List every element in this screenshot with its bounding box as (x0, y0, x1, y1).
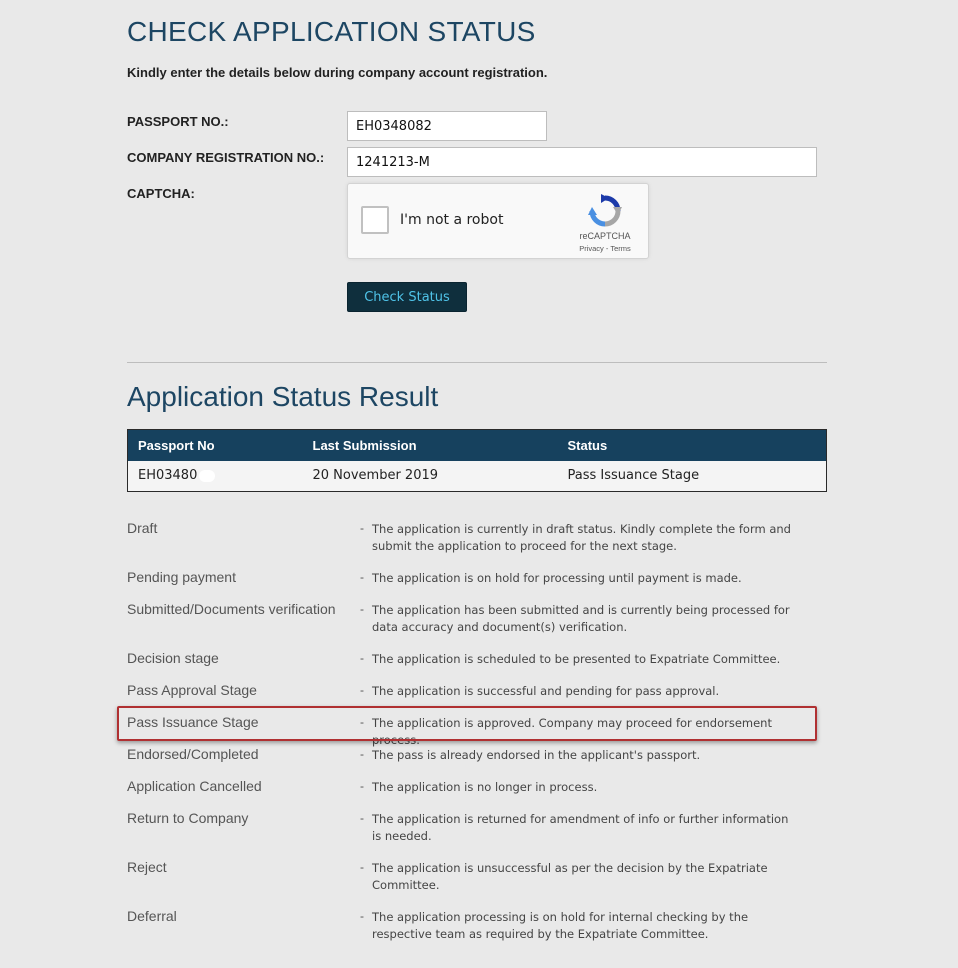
legend-desc: The application is scheduled to be presented to Expatriate Committee. (372, 652, 781, 666)
legend-dash: - (360, 909, 364, 923)
recaptcha-widget (347, 183, 649, 259)
recaptcha-logo-icon (588, 194, 622, 228)
company-registration-label: COMPANY REGISTRATION NO.: (127, 150, 325, 165)
column-header-passport: Passport No (128, 430, 303, 461)
legend-dash: - (360, 521, 364, 535)
cell-last-submission: 20 November 2019 (303, 461, 558, 492)
legend-name: Pass Issuance Stage (127, 714, 259, 730)
highlight-box (117, 706, 817, 741)
passport-input[interactable] (347, 111, 547, 141)
legend-dash: - (360, 779, 364, 793)
legend-name: Decision stage (127, 650, 219, 666)
legend-desc: The application is approved. Company may proceed for endorsement process. (372, 716, 772, 747)
check-status-button[interactable]: Check Status (347, 282, 467, 312)
legend-desc: The application is returned for amendment of info or further information is needed. (372, 812, 789, 843)
legend-name: Draft (127, 520, 158, 536)
captcha-label: CAPTCHA: (127, 186, 195, 201)
legend-name: Application Cancelled (127, 778, 262, 794)
legend-desc: The application is currently in draft status. Kindly complete the form and submit the application to proceed for the next stage. (372, 522, 791, 553)
legend-dash: - (360, 747, 364, 761)
legend-dash: - (360, 651, 364, 665)
legend-name: Pending payment (127, 569, 236, 585)
legend-dash: - (360, 602, 364, 616)
legend-desc: The application is successful and pending for pass approval. (372, 684, 720, 698)
legend-dash: - (360, 715, 364, 729)
legend-desc: The application is unsuccessful as per the decision by the Expatriate Committee. (372, 861, 768, 892)
legend-desc: The application is no longer in process. (372, 780, 598, 794)
company-registration-input[interactable] (347, 147, 817, 177)
recaptcha-checkbox[interactable] (361, 206, 389, 234)
recaptcha-brand: reCAPTCHA (579, 231, 631, 241)
result-title: Application Status Result (127, 381, 439, 412)
table-header-row (128, 430, 827, 461)
status-table (127, 429, 827, 492)
cell-passport-text: EH03480 (138, 468, 198, 484)
legend-dash: - (360, 860, 364, 874)
legend-name: Endorsed/Completed (127, 746, 259, 762)
legend-name: Reject (127, 859, 167, 875)
page-title: CHECK APPLICATION STATUS (127, 16, 536, 47)
section-divider (127, 362, 827, 363)
recaptcha-privacy-terms[interactable]: Privacy - Terms (579, 244, 631, 253)
column-header-status: Status (558, 430, 827, 461)
legend-desc: The application processing is on hold for internal checking by the respective team as required by the Expatriate Committee. (372, 910, 749, 941)
cell-status: Pass Issuance Stage (558, 461, 827, 492)
passport-label: PASSPORT NO.: (127, 114, 229, 129)
legend-name: Submitted/Documents verification (127, 601, 336, 617)
legend-desc: The application is on hold for processing until payment is made. (372, 571, 742, 585)
column-header-last-submission: Last Submission (303, 430, 558, 461)
page-subtitle: Kindly enter the details below during company account registration. (127, 65, 548, 80)
legend-name: Pass Approval Stage (127, 682, 257, 698)
legend-name: Return to Company (127, 810, 249, 826)
legend-dash: - (360, 570, 364, 584)
legend-desc: The application has been submitted and is currently being processed for data accuracy and document(s) verification. (372, 603, 790, 634)
table-row (128, 461, 827, 492)
legend-desc: The pass is already endorsed in the applicant's passport. (372, 748, 701, 762)
recaptcha-text: I'm not a robot (400, 212, 504, 228)
redaction-mask (199, 470, 215, 482)
legend-dash: - (360, 683, 364, 697)
legend-dash: - (360, 811, 364, 825)
legend-name: Deferral (127, 908, 177, 924)
cell-passport (128, 461, 303, 492)
